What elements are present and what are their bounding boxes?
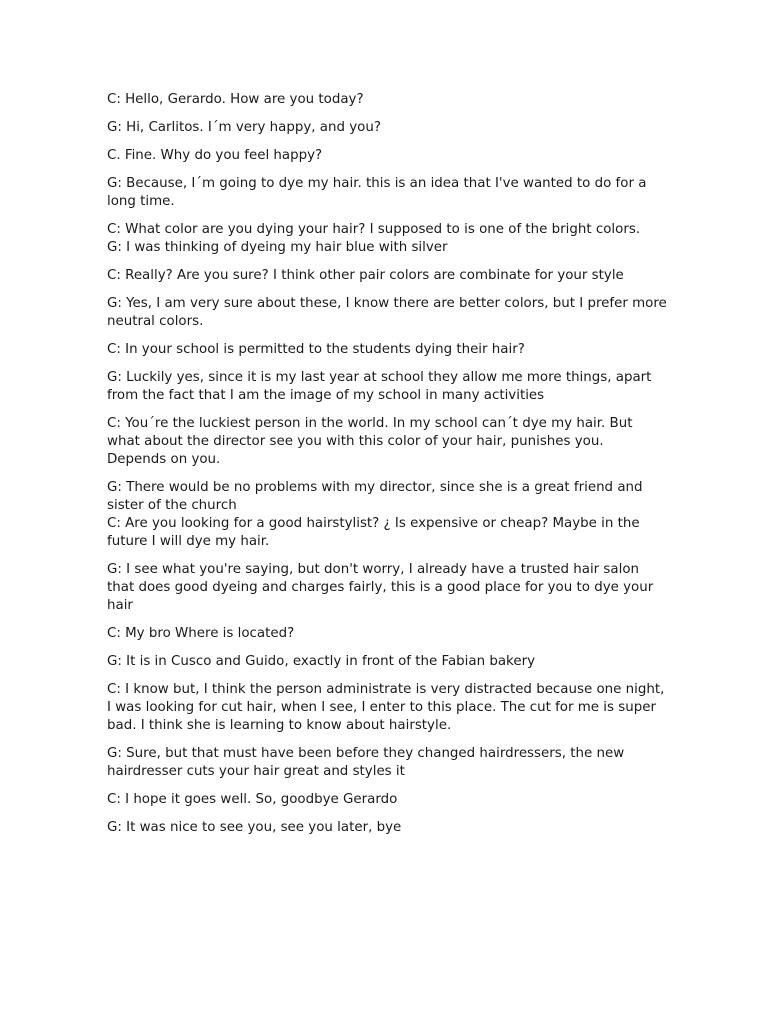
dialogue-line: G: It is in Cusco and Guido, exactly in front of the Fabian bakery [107,654,535,669]
dialogue-line: G: Sure, but that must have been before they changed hairdressers, the new hairdresser cuts your hair great and styles it [107,746,625,779]
dialogue-line: G: There would be no problems with my director, since she is a great friend and sister of the church [107,480,643,513]
dialogue-line: G: It was nice to see you, see you later, bye [107,820,402,835]
dialogue-line: G: Because, I´m going to dye my hair. this is an idea that I've wanted to do for a long time. [107,176,647,209]
dialogue-line: C: My bro Where is located? [107,626,295,641]
dialogue-line: G: I was thinking of dyeing my hair blue with silver [107,240,448,255]
dialogue-line: C: I hope it goes well. So, goodbye Gerardo [107,792,398,807]
dialogue-line: C: In your school is permitted to the students dying their hair? [107,342,525,357]
dialogue-line: G: Yes, I am very sure about these, I know there are better colors, but I prefer more neutral colors. [107,296,667,329]
dialogue-line: C: Really? Are you sure? I think other pair colors are combinate for your style [107,268,624,283]
dialogue-line: C: Are you looking for a good hairstylist? ¿ Is expensive or cheap? Maybe in the future I will dye my hair. [107,516,640,549]
dialogue-line: C: Hello, Gerardo. How are you today? [107,92,364,107]
dialogue-line: G: Luckily yes, since it is my last year at school they allow me more things, apart from the fact that I am the image of my school in many activities [107,370,652,403]
document-page [107,91,667,837]
dialogue-line: C: I know but, I think the person administrate is very distracted because one night, I was looking for cut hair, when I see, I enter to this place. The cut for me is super bad. I think she is learning to know about hairstyle. [107,682,665,733]
dialogue-line: G: Hi, Carlitos. I´m very happy, and you? [107,120,381,135]
dialogue-line: C: What color are you dying your hair? I supposed to is one of the bright colors. [107,222,641,237]
dialogue-line: C. Fine. Why do you feel happy? [107,148,323,163]
dialogue-line: G: I see what you're saying, but don't worry, I already have a trusted hair salon that does good dyeing and charges fairly, this is a good place for you to dye your hair [107,562,654,613]
dialogue-line: C: You´re the luckiest person in the world. In my school can´t dye my hair. But what about the director see you with this color of your hair, punishes you. Depends on you. [107,416,633,467]
